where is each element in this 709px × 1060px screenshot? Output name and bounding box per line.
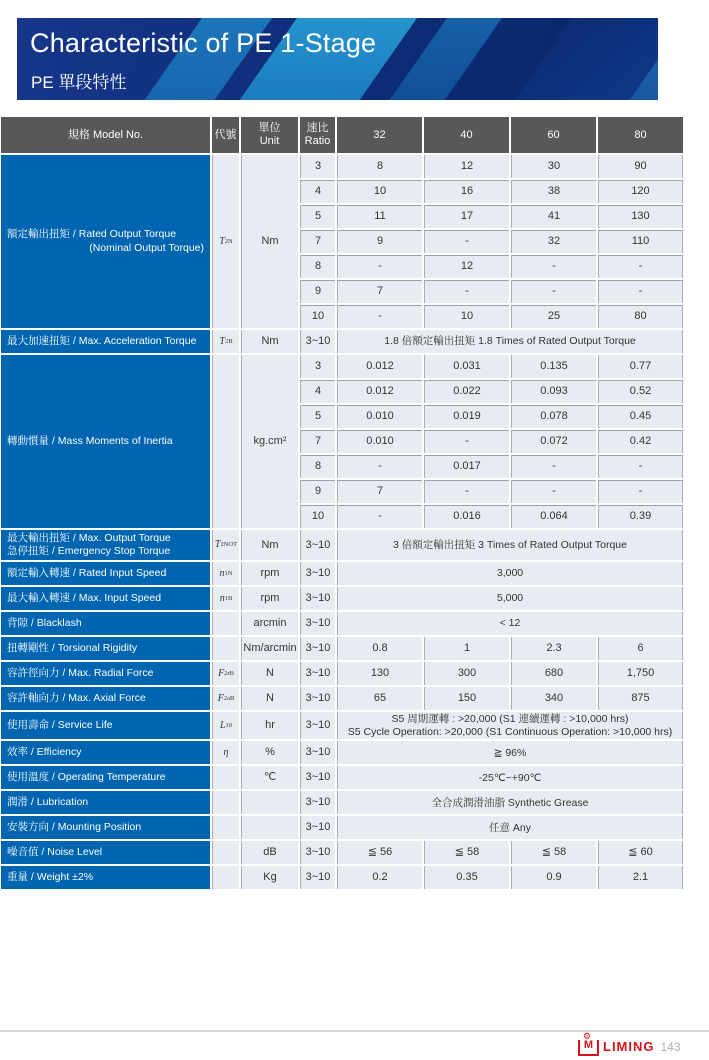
value-cell: 12 bbox=[424, 155, 509, 178]
ratio-cell: 8 bbox=[300, 455, 335, 478]
unit-cell: ℃ bbox=[241, 766, 298, 789]
row-label-line: 容許軸向力 / Max. Axial Force bbox=[7, 692, 146, 705]
row-label-line: 效率 / Efficiency bbox=[7, 746, 82, 759]
merged-value-line: -25℃~+90℃ bbox=[478, 771, 542, 784]
unit-cell: Nm bbox=[241, 155, 298, 328]
value-cell: 12 bbox=[424, 255, 509, 278]
ratio-cell: 4 bbox=[300, 180, 335, 203]
value-cell: 0.35 bbox=[424, 866, 509, 889]
code-cell: T 2NOT bbox=[212, 530, 239, 560]
table-group bbox=[1, 866, 683, 889]
ratio-cell: 8 bbox=[300, 255, 335, 278]
unit-cell: N bbox=[241, 687, 298, 710]
value-cell: 0.078 bbox=[511, 405, 596, 428]
value-cell: 340 bbox=[511, 687, 596, 710]
value-cell: 32 bbox=[511, 230, 596, 253]
merged-value-line: < 12 bbox=[499, 617, 521, 630]
value-cell: 300 bbox=[424, 662, 509, 685]
footer-logo bbox=[578, 1031, 681, 1056]
row-label bbox=[1, 355, 210, 528]
row-label-line: (Nominal Output Torque) bbox=[89, 241, 204, 254]
table-group bbox=[1, 637, 683, 660]
merged-value-line: 3 倍額定輸出扭矩 3 Times of Rated Output Torque bbox=[392, 538, 627, 551]
unit-cell bbox=[241, 816, 298, 839]
spec-table bbox=[1, 117, 683, 891]
value-cell: 0.42 bbox=[598, 430, 683, 453]
merged-value-line: S5 周期運轉 : >20,000 (S1 連續運轉 : >10,000 hrs) bbox=[391, 713, 629, 726]
value-cell: 0.017 bbox=[424, 455, 509, 478]
table-header-row bbox=[1, 117, 683, 153]
value-cell: 0.52 bbox=[598, 380, 683, 403]
row-label bbox=[1, 866, 210, 889]
table-group bbox=[1, 816, 683, 839]
row-label-line: 額定輸入轉速 / Rated Input Speed bbox=[7, 567, 167, 580]
header-code: 代號 bbox=[212, 117, 239, 153]
row-label-line: 最大輸出扭矩 / Max. Output Torque bbox=[7, 532, 171, 544]
code-cell: F 2aB bbox=[212, 687, 239, 710]
code-cell bbox=[212, 816, 239, 839]
code-cell: L 10 bbox=[212, 712, 239, 739]
ratio-cell: 10 bbox=[300, 305, 335, 328]
row-label-line: 使用壽命 / Service Life bbox=[7, 719, 113, 732]
header-size-80: 80 bbox=[598, 117, 683, 153]
ratio-cell: 3~10 bbox=[300, 330, 335, 353]
merged-value-line: 全合成潤滑油脂 Synthetic Grease bbox=[431, 796, 589, 809]
unit-cell: hr bbox=[241, 712, 298, 739]
value-cell: 0.019 bbox=[424, 405, 509, 428]
value-cell: 90 bbox=[598, 155, 683, 178]
code-cell: F 2rB bbox=[212, 662, 239, 685]
table-group bbox=[1, 612, 683, 635]
value-cell: 2.3 bbox=[511, 637, 596, 660]
row-label-line: 扭轉剛性 / Torsional Rigidity bbox=[7, 642, 138, 655]
ratio-cell: 4 bbox=[300, 380, 335, 403]
table-group bbox=[1, 330, 683, 353]
merged-value-line: 任意 Any bbox=[488, 821, 531, 834]
value-cell: - bbox=[424, 280, 509, 303]
unit-cell: Nm bbox=[241, 330, 298, 353]
merged-value-cell bbox=[337, 791, 683, 814]
value-cell: 120 bbox=[598, 180, 683, 203]
merged-value-cell bbox=[337, 816, 683, 839]
header-unit: 單位 Unit bbox=[241, 117, 298, 153]
value-cell: 80 bbox=[598, 305, 683, 328]
value-cell: 0.8 bbox=[337, 637, 422, 660]
unit-cell: arcmin bbox=[241, 612, 298, 635]
code-cell bbox=[212, 766, 239, 789]
unit-cell: Kg bbox=[241, 866, 298, 889]
value-cell: 110 bbox=[598, 230, 683, 253]
table-group bbox=[1, 355, 683, 528]
value-cell: 0.072 bbox=[511, 430, 596, 453]
value-cell: - bbox=[337, 255, 422, 278]
table-group bbox=[1, 662, 683, 685]
ratio-cell: 3~10 bbox=[300, 687, 335, 710]
ratio-cell: 3~10 bbox=[300, 530, 335, 560]
value-cell: 25 bbox=[511, 305, 596, 328]
value-cell: 10 bbox=[337, 180, 422, 203]
ratio-cell: 3 bbox=[300, 155, 335, 178]
ratio-cell: 5 bbox=[300, 405, 335, 428]
value-cell: 41 bbox=[511, 205, 596, 228]
value-cell: - bbox=[424, 430, 509, 453]
table-group bbox=[1, 791, 683, 814]
ratio-cell: 7 bbox=[300, 430, 335, 453]
header-model: 規格 Model No. bbox=[1, 117, 210, 153]
unit-cell: Nm bbox=[241, 530, 298, 560]
ratio-cell: 9 bbox=[300, 480, 335, 503]
ratio-cell: 3~10 bbox=[300, 816, 335, 839]
table-group bbox=[1, 155, 683, 328]
value-cell: - bbox=[598, 255, 683, 278]
merged-value-cell bbox=[337, 712, 683, 739]
row-label-line: 背隙 / Blacklash bbox=[7, 617, 82, 630]
ratio-cell: 3~10 bbox=[300, 791, 335, 814]
value-cell: 130 bbox=[337, 662, 422, 685]
header-size-32: 32 bbox=[337, 117, 422, 153]
footer-divider bbox=[0, 1030, 709, 1032]
row-label bbox=[1, 662, 210, 685]
merged-value-line: 3,000 bbox=[496, 567, 524, 580]
value-cell: 0.012 bbox=[337, 355, 422, 378]
brand-name: LIMING bbox=[603, 1039, 655, 1054]
value-cell: 0.39 bbox=[598, 505, 683, 528]
unit-cell: dB bbox=[241, 841, 298, 864]
unit-cell bbox=[241, 791, 298, 814]
value-cell: 150 bbox=[424, 687, 509, 710]
ratio-cell: 3~10 bbox=[300, 712, 335, 739]
value-cell: - bbox=[337, 505, 422, 528]
row-label bbox=[1, 816, 210, 839]
value-cell: 0.016 bbox=[424, 505, 509, 528]
merged-value-cell bbox=[337, 587, 683, 610]
value-cell: - bbox=[424, 480, 509, 503]
value-cell: - bbox=[511, 455, 596, 478]
row-label bbox=[1, 612, 210, 635]
code-cell bbox=[212, 637, 239, 660]
row-label bbox=[1, 791, 210, 814]
value-cell: 0.093 bbox=[511, 380, 596, 403]
ratio-cell: 3~10 bbox=[300, 612, 335, 635]
value-cell: ≦ 58 bbox=[424, 841, 509, 864]
value-cell: 0.9 bbox=[511, 866, 596, 889]
liming-logo-icon bbox=[578, 1031, 599, 1056]
page-title: Characteristic of PE 1-Stage bbox=[30, 28, 377, 58]
table-group bbox=[1, 587, 683, 610]
merged-value-cell bbox=[337, 766, 683, 789]
row-label-line: 最大輸入轉速 / Max. Input Speed bbox=[7, 592, 162, 605]
value-cell: - bbox=[337, 305, 422, 328]
row-label bbox=[1, 155, 210, 328]
value-cell: 0.135 bbox=[511, 355, 596, 378]
page-number: 143 bbox=[660, 1039, 681, 1054]
value-cell: 0.064 bbox=[511, 505, 596, 528]
value-cell: 0.45 bbox=[598, 405, 683, 428]
code-cell bbox=[212, 866, 239, 889]
code-cell: T 2B bbox=[212, 330, 239, 353]
page-banner bbox=[17, 18, 658, 100]
value-cell: 875 bbox=[598, 687, 683, 710]
ratio-cell: 9 bbox=[300, 280, 335, 303]
unit-cell: % bbox=[241, 741, 298, 764]
value-cell: 9 bbox=[337, 230, 422, 253]
row-label-line: 急停扭矩 / Emergency Stop Torque bbox=[7, 545, 171, 558]
code-cell bbox=[212, 791, 239, 814]
row-label-line: 重量 / Weight ±2% bbox=[7, 871, 94, 884]
merged-value-cell bbox=[337, 562, 683, 585]
unit-cell: N bbox=[241, 662, 298, 685]
ratio-cell: 10 bbox=[300, 505, 335, 528]
value-cell: 7 bbox=[337, 480, 422, 503]
ratio-cell: 3~10 bbox=[300, 741, 335, 764]
value-cell: - bbox=[511, 480, 596, 503]
row-label-line: 安裝方向 / Mounting Position bbox=[7, 821, 142, 834]
ratio-cell: 3~10 bbox=[300, 587, 335, 610]
value-cell: 0.2 bbox=[337, 866, 422, 889]
row-label bbox=[1, 741, 210, 764]
merged-value-line: 1.8 倍額定輸出扭矩 1.8 Times of Rated Output Torque bbox=[384, 335, 636, 348]
value-cell: - bbox=[598, 280, 683, 303]
ratio-cell: 3~10 bbox=[300, 562, 335, 585]
row-label bbox=[1, 587, 210, 610]
banner-decoration bbox=[488, 18, 658, 100]
value-cell: 1,750 bbox=[598, 662, 683, 685]
value-cell: - bbox=[598, 455, 683, 478]
row-label bbox=[1, 712, 210, 739]
unit-cell: kg.cm² bbox=[241, 355, 298, 528]
header-size-40: 40 bbox=[424, 117, 509, 153]
ratio-cell: 7 bbox=[300, 230, 335, 253]
code-cell bbox=[212, 612, 239, 635]
ratio-cell: 3 bbox=[300, 355, 335, 378]
value-cell: ≦ 60 bbox=[598, 841, 683, 864]
row-label-line: 最大加速扭矩 / Max. Acceleration Torque bbox=[7, 334, 197, 347]
value-cell: 17 bbox=[424, 205, 509, 228]
value-cell: ≦ 58 bbox=[511, 841, 596, 864]
merged-value-cell bbox=[337, 741, 683, 764]
value-cell: 10 bbox=[424, 305, 509, 328]
value-cell: - bbox=[424, 230, 509, 253]
merged-value-line: 5,000 bbox=[496, 592, 524, 605]
ratio-cell: 3~10 bbox=[300, 662, 335, 685]
value-cell: ≦ 56 bbox=[337, 841, 422, 864]
value-cell: 130 bbox=[598, 205, 683, 228]
row-label bbox=[1, 562, 210, 585]
value-cell: 8 bbox=[337, 155, 422, 178]
row-label-line: 容許徑向力 / Max. Radial Force bbox=[7, 667, 154, 680]
row-label bbox=[1, 530, 210, 560]
code-cell: n 1B bbox=[212, 587, 239, 610]
gear-icon: ⚙ bbox=[583, 1031, 592, 1041]
row-label-line: 噪音值 / Noise Level bbox=[7, 846, 103, 859]
row-label bbox=[1, 766, 210, 789]
value-cell: 680 bbox=[511, 662, 596, 685]
value-cell: 16 bbox=[424, 180, 509, 203]
ratio-cell: 3~10 bbox=[300, 766, 335, 789]
code-cell: n 1N bbox=[212, 562, 239, 585]
value-cell: 11 bbox=[337, 205, 422, 228]
ratio-cell: 3~10 bbox=[300, 637, 335, 660]
value-cell: 0.031 bbox=[424, 355, 509, 378]
value-cell: - bbox=[511, 255, 596, 278]
header-size-60: 60 bbox=[511, 117, 596, 153]
row-label-line: 使用溫度 / Operating Temperature bbox=[7, 771, 166, 784]
merged-value-cell bbox=[337, 530, 683, 560]
ratio-cell: 5 bbox=[300, 205, 335, 228]
value-cell: 0.010 bbox=[337, 430, 422, 453]
table-group bbox=[1, 530, 683, 560]
value-cell: 0.010 bbox=[337, 405, 422, 428]
value-cell: 0.77 bbox=[598, 355, 683, 378]
merged-value-cell bbox=[337, 330, 683, 353]
ratio-cell: 3~10 bbox=[300, 866, 335, 889]
unit-cell: Nm/arcmin bbox=[241, 637, 298, 660]
code-cell: η bbox=[212, 741, 239, 764]
value-cell: 7 bbox=[337, 280, 422, 303]
code-cell: T 2N bbox=[212, 155, 239, 328]
row-label-line: 潤滑 / Lubrication bbox=[7, 796, 89, 809]
value-cell: - bbox=[598, 480, 683, 503]
merged-value-line: ≧ 96% bbox=[493, 746, 527, 759]
value-cell: 2.1 bbox=[598, 866, 683, 889]
code-cell bbox=[212, 841, 239, 864]
logo-letter: M bbox=[583, 1039, 594, 1051]
value-cell: 6 bbox=[598, 637, 683, 660]
value-cell: - bbox=[337, 455, 422, 478]
code-cell bbox=[212, 355, 239, 528]
row-label-line: 轉動慣量 / Mass Moments of Inertia bbox=[7, 434, 173, 447]
value-cell: 1 bbox=[424, 637, 509, 660]
merged-value-cell bbox=[337, 612, 683, 635]
value-cell: 38 bbox=[511, 180, 596, 203]
table-group bbox=[1, 766, 683, 789]
row-label bbox=[1, 330, 210, 353]
table-group bbox=[1, 712, 683, 739]
header-ratio: 速比 Ratio bbox=[300, 117, 335, 153]
value-cell: 0.022 bbox=[424, 380, 509, 403]
row-label bbox=[1, 841, 210, 864]
table-group bbox=[1, 841, 683, 864]
row-label bbox=[1, 687, 210, 710]
row-label bbox=[1, 637, 210, 660]
row-label-line: 額定輸出扭矩 / Rated Output Torque bbox=[7, 228, 177, 241]
value-cell: 0.012 bbox=[337, 380, 422, 403]
page-subtitle: PE 單段特性 bbox=[31, 73, 127, 92]
unit-cell: rpm bbox=[241, 587, 298, 610]
value-cell: 30 bbox=[511, 155, 596, 178]
value-cell: - bbox=[511, 280, 596, 303]
merged-value-line: S5 Cycle Operation: >20,000 (S1 Continuous Operation: >10,000 hrs) bbox=[347, 725, 673, 738]
unit-cell: rpm bbox=[241, 562, 298, 585]
table-group bbox=[1, 562, 683, 585]
ratio-cell: 3~10 bbox=[300, 841, 335, 864]
table-group bbox=[1, 741, 683, 764]
value-cell: 65 bbox=[337, 687, 422, 710]
table-group bbox=[1, 687, 683, 710]
